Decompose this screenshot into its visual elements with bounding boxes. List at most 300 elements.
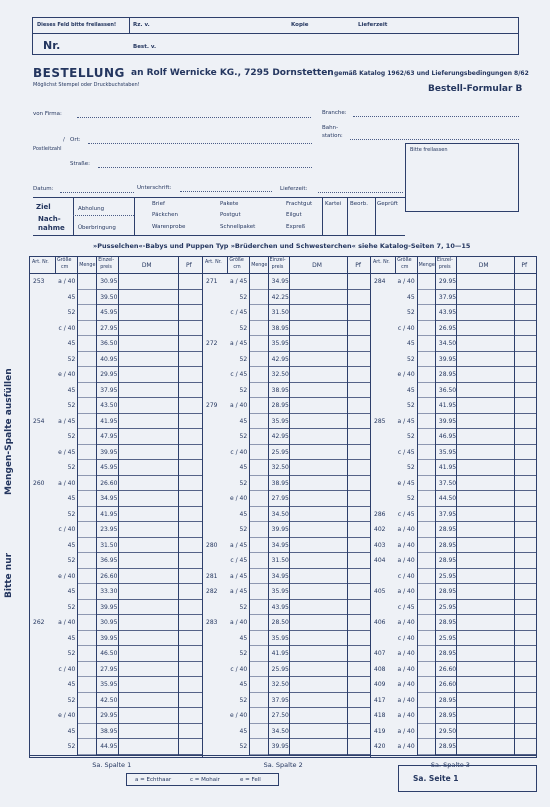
dm-amount-cell[interactable] [289, 615, 348, 631]
pf-amount-cell[interactable] [347, 522, 371, 538]
pf-amount-cell[interactable] [514, 631, 537, 647]
eilgut-option[interactable]: Eilgut [286, 212, 302, 218]
pf-amount-cell[interactable] [347, 724, 371, 740]
pf-amount-cell[interactable] [178, 383, 202, 399]
pf-amount-cell[interactable] [514, 367, 537, 383]
dm-amount-cell[interactable] [456, 321, 514, 337]
paeckchen-option[interactable]: Päckchen [152, 212, 179, 218]
quantity-input[interactable] [417, 538, 435, 554]
quantity-input[interactable] [249, 538, 267, 554]
dm-amount-cell[interactable] [456, 476, 514, 492]
pf-amount-cell[interactable] [178, 677, 202, 693]
dm-amount-cell[interactable] [289, 662, 348, 678]
dm-amount-cell[interactable] [456, 383, 514, 399]
quantity-input[interactable] [249, 584, 267, 600]
dm-amount-cell[interactable] [118, 584, 178, 600]
dm-amount-cell[interactable] [289, 352, 348, 368]
quantity-input[interactable] [417, 274, 435, 290]
dm-amount-cell[interactable] [456, 646, 514, 662]
quantity-input[interactable] [417, 491, 435, 507]
frachtgut-option[interactable]: Frachtgut [286, 201, 313, 207]
pf-amount-cell[interactable] [514, 662, 537, 678]
quantity-input[interactable] [249, 615, 267, 631]
strasse-field[interactable] [98, 167, 312, 168]
quantity-input[interactable] [417, 367, 435, 383]
quantity-input[interactable] [417, 352, 435, 368]
dm-amount-cell[interactable] [118, 569, 178, 585]
quantity-input[interactable] [249, 352, 267, 368]
dm-amount-cell[interactable] [289, 414, 348, 430]
quantity-input[interactable] [77, 631, 96, 647]
unterschrift-field[interactable] [180, 191, 272, 192]
pf-amount-cell[interactable] [347, 600, 371, 616]
quantity-input[interactable] [77, 615, 96, 631]
pf-amount-cell[interactable] [514, 429, 537, 445]
pf-amount-cell[interactable] [178, 460, 202, 476]
dm-amount-cell[interactable] [118, 491, 178, 507]
branche-field[interactable] [353, 116, 519, 117]
dm-amount-cell[interactable] [456, 569, 514, 585]
dm-amount-cell[interactable] [289, 646, 348, 662]
dm-amount-cell[interactable] [456, 677, 514, 693]
pf-amount-cell[interactable] [347, 383, 371, 399]
quantity-input[interactable] [77, 646, 96, 662]
dm-amount-cell[interactable] [289, 631, 348, 647]
von-firma-field[interactable] [77, 117, 311, 118]
pf-amount-cell[interactable] [514, 538, 537, 554]
dm-amount-cell[interactable] [118, 336, 178, 352]
quantity-input[interactable] [249, 336, 267, 352]
dm-amount-cell[interactable] [456, 491, 514, 507]
quantity-input[interactable] [417, 708, 435, 724]
dm-amount-cell[interactable] [456, 522, 514, 538]
pf-amount-cell[interactable] [347, 631, 371, 647]
quantity-input[interactable] [417, 414, 435, 430]
pf-amount-cell[interactable] [178, 367, 202, 383]
ueberbringung-option[interactable]: Überbringung [78, 225, 116, 231]
pf-amount-cell[interactable] [178, 445, 202, 461]
quantity-input[interactable] [249, 724, 267, 740]
pf-amount-cell[interactable] [514, 321, 537, 337]
pf-amount-cell[interactable] [514, 569, 537, 585]
dm-amount-cell[interactable] [118, 677, 178, 693]
quantity-input[interactable] [417, 445, 435, 461]
quantity-input[interactable] [77, 476, 96, 492]
pf-amount-cell[interactable] [347, 553, 371, 569]
pf-amount-cell[interactable] [347, 507, 371, 523]
pf-amount-cell[interactable] [514, 305, 537, 321]
dm-amount-cell[interactable] [456, 336, 514, 352]
pakete-option[interactable]: Pakete [220, 201, 239, 207]
pf-amount-cell[interactable] [514, 708, 537, 724]
dm-amount-cell[interactable] [289, 290, 348, 306]
bahnstation-field[interactable] [350, 139, 519, 140]
quantity-input[interactable] [417, 460, 435, 476]
pf-amount-cell[interactable] [178, 429, 202, 445]
page-total-box[interactable] [398, 765, 537, 792]
pf-amount-cell[interactable] [178, 739, 202, 755]
dm-amount-cell[interactable] [289, 600, 348, 616]
column-sum-row[interactable] [30, 755, 202, 771]
quantity-input[interactable] [417, 615, 435, 631]
dm-amount-cell[interactable] [456, 662, 514, 678]
pf-amount-cell[interactable] [178, 584, 202, 600]
ort-field[interactable] [88, 143, 312, 144]
pf-amount-cell[interactable] [178, 522, 202, 538]
dm-amount-cell[interactable] [289, 445, 348, 461]
quantity-input[interactable] [249, 445, 267, 461]
dm-amount-cell[interactable] [118, 600, 178, 616]
dm-amount-cell[interactable] [118, 538, 178, 554]
quantity-input[interactable] [417, 522, 435, 538]
dm-amount-cell[interactable] [289, 522, 348, 538]
pf-amount-cell[interactable] [514, 693, 537, 709]
pf-amount-cell[interactable] [178, 724, 202, 740]
dm-amount-cell[interactable] [289, 584, 348, 600]
quantity-input[interactable] [417, 662, 435, 678]
pf-amount-cell[interactable] [347, 460, 371, 476]
brief-option[interactable]: Brief [152, 201, 165, 207]
pf-amount-cell[interactable] [514, 739, 537, 755]
dm-amount-cell[interactable] [118, 631, 178, 647]
quantity-input[interactable] [249, 739, 267, 755]
quantity-input[interactable] [77, 460, 96, 476]
pf-amount-cell[interactable] [347, 429, 371, 445]
pf-amount-cell[interactable] [347, 414, 371, 430]
dm-amount-cell[interactable] [289, 553, 348, 569]
pf-amount-cell[interactable] [514, 491, 537, 507]
quantity-input[interactable] [417, 553, 435, 569]
pf-amount-cell[interactable] [514, 352, 537, 368]
dm-amount-cell[interactable] [456, 398, 514, 414]
dm-amount-cell[interactable] [118, 445, 178, 461]
pf-amount-cell[interactable] [178, 646, 202, 662]
column-sum-row[interactable] [203, 755, 371, 771]
quantity-input[interactable] [77, 398, 96, 414]
quantity-input[interactable] [417, 507, 435, 523]
pf-amount-cell[interactable] [514, 522, 537, 538]
dm-amount-cell[interactable] [289, 569, 348, 585]
dm-amount-cell[interactable] [456, 429, 514, 445]
quantity-input[interactable] [249, 383, 267, 399]
quantity-input[interactable] [249, 476, 267, 492]
dm-amount-cell[interactable] [289, 274, 348, 290]
quantity-input[interactable] [249, 553, 267, 569]
quantity-input[interactable] [417, 739, 435, 755]
pf-amount-cell[interactable] [178, 569, 202, 585]
pf-amount-cell[interactable] [514, 553, 537, 569]
quantity-input[interactable] [249, 662, 267, 678]
pf-amount-cell[interactable] [347, 352, 371, 368]
dm-amount-cell[interactable] [118, 724, 178, 740]
pf-amount-cell[interactable] [347, 305, 371, 321]
pf-amount-cell[interactable] [347, 491, 371, 507]
quantity-input[interactable] [417, 398, 435, 414]
quantity-input[interactable] [417, 321, 435, 337]
pf-amount-cell[interactable] [347, 615, 371, 631]
quantity-input[interactable] [77, 739, 96, 755]
pf-amount-cell[interactable] [178, 615, 202, 631]
quantity-input[interactable] [417, 646, 435, 662]
dm-amount-cell[interactable] [118, 383, 178, 399]
quantity-input[interactable] [417, 584, 435, 600]
pf-amount-cell[interactable] [514, 615, 537, 631]
quantity-input[interactable] [417, 693, 435, 709]
dm-amount-cell[interactable] [118, 367, 178, 383]
quantity-input[interactable] [77, 724, 96, 740]
quantity-input[interactable] [77, 352, 96, 368]
quantity-input[interactable] [249, 290, 267, 306]
pf-amount-cell[interactable] [178, 507, 202, 523]
quantity-input[interactable] [249, 569, 267, 585]
quantity-input[interactable] [249, 522, 267, 538]
quantity-input[interactable] [417, 476, 435, 492]
quantity-input[interactable] [249, 600, 267, 616]
quantity-input[interactable] [417, 429, 435, 445]
dm-amount-cell[interactable] [118, 646, 178, 662]
quantity-input[interactable] [77, 708, 96, 724]
quantity-input[interactable] [77, 677, 96, 693]
quantity-input[interactable] [249, 367, 267, 383]
dm-amount-cell[interactable] [118, 708, 178, 724]
quantity-input[interactable] [249, 631, 267, 647]
dm-amount-cell[interactable] [289, 383, 348, 399]
dm-amount-cell[interactable] [456, 708, 514, 724]
dm-amount-cell[interactable] [118, 522, 178, 538]
quantity-input[interactable] [249, 460, 267, 476]
pf-amount-cell[interactable] [347, 739, 371, 755]
dm-amount-cell[interactable] [118, 662, 178, 678]
pf-amount-cell[interactable] [514, 460, 537, 476]
quantity-input[interactable] [77, 383, 96, 399]
express-option[interactable]: Expreß [286, 224, 306, 230]
dm-amount-cell[interactable] [118, 460, 178, 476]
dm-amount-cell[interactable] [456, 445, 514, 461]
dm-amount-cell[interactable] [289, 305, 348, 321]
dm-amount-cell[interactable] [456, 538, 514, 554]
pf-amount-cell[interactable] [347, 290, 371, 306]
quantity-input[interactable] [249, 507, 267, 523]
pf-amount-cell[interactable] [514, 677, 537, 693]
dm-amount-cell[interactable] [456, 367, 514, 383]
pf-amount-cell[interactable] [514, 414, 537, 430]
dm-amount-cell[interactable] [118, 274, 178, 290]
quantity-input[interactable] [249, 305, 267, 321]
quantity-input[interactable] [77, 600, 96, 616]
pf-amount-cell[interactable] [347, 398, 371, 414]
pf-amount-cell[interactable] [178, 321, 202, 337]
dm-amount-cell[interactable] [289, 724, 348, 740]
pf-amount-cell[interactable] [347, 336, 371, 352]
pf-amount-cell[interactable] [178, 290, 202, 306]
quantity-input[interactable] [417, 383, 435, 399]
dm-amount-cell[interactable] [289, 321, 348, 337]
quantity-input[interactable] [249, 708, 267, 724]
quantity-input[interactable] [77, 274, 96, 290]
pf-amount-cell[interactable] [178, 600, 202, 616]
dm-amount-cell[interactable] [118, 398, 178, 414]
pf-amount-cell[interactable] [178, 414, 202, 430]
dm-amount-cell[interactable] [118, 553, 178, 569]
quantity-input[interactable] [77, 553, 96, 569]
pf-amount-cell[interactable] [347, 538, 371, 554]
pf-amount-cell[interactable] [514, 476, 537, 492]
pf-amount-cell[interactable] [514, 445, 537, 461]
pf-amount-cell[interactable] [514, 646, 537, 662]
quantity-input[interactable] [77, 305, 96, 321]
schnellpaket-option[interactable]: Schnellpaket [220, 224, 256, 230]
quantity-input[interactable] [249, 491, 267, 507]
pf-amount-cell[interactable] [514, 724, 537, 740]
pf-amount-cell[interactable] [514, 336, 537, 352]
pf-amount-cell[interactable] [178, 708, 202, 724]
quantity-input[interactable] [417, 569, 435, 585]
quantity-input[interactable] [77, 445, 96, 461]
lieferzeit-field[interactable] [318, 192, 403, 193]
pf-amount-cell[interactable] [178, 274, 202, 290]
dm-amount-cell[interactable] [118, 352, 178, 368]
dm-amount-cell[interactable] [456, 414, 514, 430]
quantity-input[interactable] [249, 646, 267, 662]
quantity-input[interactable] [77, 491, 96, 507]
dm-amount-cell[interactable] [456, 507, 514, 523]
quantity-input[interactable] [77, 538, 96, 554]
pf-amount-cell[interactable] [178, 491, 202, 507]
dm-amount-cell[interactable] [118, 693, 178, 709]
pf-amount-cell[interactable] [178, 693, 202, 709]
pf-amount-cell[interactable] [514, 584, 537, 600]
pf-amount-cell[interactable] [178, 336, 202, 352]
quantity-input[interactable] [417, 290, 435, 306]
dm-amount-cell[interactable] [456, 600, 514, 616]
dm-amount-cell[interactable] [289, 739, 348, 755]
quantity-input[interactable] [417, 724, 435, 740]
quantity-input[interactable] [77, 336, 96, 352]
pf-amount-cell[interactable] [347, 569, 371, 585]
quantity-input[interactable] [77, 522, 96, 538]
quantity-input[interactable] [249, 274, 267, 290]
dm-amount-cell[interactable] [289, 367, 348, 383]
quantity-input[interactable] [77, 429, 96, 445]
quantity-input[interactable] [77, 662, 96, 678]
pf-amount-cell[interactable] [514, 600, 537, 616]
dm-amount-cell[interactable] [289, 507, 348, 523]
dm-amount-cell[interactable] [456, 693, 514, 709]
quantity-input[interactable] [77, 321, 96, 337]
quantity-input[interactable] [77, 569, 96, 585]
dm-amount-cell[interactable] [456, 305, 514, 321]
pf-amount-cell[interactable] [178, 553, 202, 569]
dm-amount-cell[interactable] [456, 724, 514, 740]
pf-amount-cell[interactable] [178, 305, 202, 321]
pf-amount-cell[interactable] [514, 383, 537, 399]
dm-amount-cell[interactable] [118, 615, 178, 631]
pf-amount-cell[interactable] [347, 445, 371, 461]
warenprobe-option[interactable]: Warenprobe [152, 224, 186, 230]
dm-amount-cell[interactable] [118, 739, 178, 755]
dm-amount-cell[interactable] [289, 398, 348, 414]
dm-amount-cell[interactable] [456, 274, 514, 290]
dm-amount-cell[interactable] [456, 290, 514, 306]
dm-amount-cell[interactable] [289, 538, 348, 554]
dm-amount-cell[interactable] [118, 429, 178, 445]
dm-amount-cell[interactable] [456, 631, 514, 647]
dm-amount-cell[interactable] [118, 321, 178, 337]
pf-amount-cell[interactable] [178, 631, 202, 647]
quantity-input[interactable] [77, 507, 96, 523]
quantity-input[interactable] [249, 321, 267, 337]
quantity-input[interactable] [249, 429, 267, 445]
dm-amount-cell[interactable] [456, 739, 514, 755]
dm-amount-cell[interactable] [456, 615, 514, 631]
dm-amount-cell[interactable] [289, 460, 348, 476]
quantity-input[interactable] [249, 677, 267, 693]
dm-amount-cell[interactable] [289, 708, 348, 724]
pf-amount-cell[interactable] [178, 538, 202, 554]
pf-amount-cell[interactable] [347, 662, 371, 678]
dm-amount-cell[interactable] [456, 352, 514, 368]
abholung-option[interactable]: Abholung [78, 206, 105, 212]
quantity-input[interactable] [417, 336, 435, 352]
datum-field[interactable] [60, 192, 134, 193]
pf-amount-cell[interactable] [514, 398, 537, 414]
dm-amount-cell[interactable] [118, 476, 178, 492]
quantity-input[interactable] [77, 693, 96, 709]
pf-amount-cell[interactable] [178, 476, 202, 492]
dm-amount-cell[interactable] [289, 336, 348, 352]
pf-amount-cell[interactable] [178, 352, 202, 368]
pf-amount-cell[interactable] [347, 584, 371, 600]
dm-amount-cell[interactable] [456, 460, 514, 476]
dm-amount-cell[interactable] [289, 429, 348, 445]
pf-amount-cell[interactable] [347, 693, 371, 709]
postgut-option[interactable]: Postgut [220, 212, 241, 218]
pf-amount-cell[interactable] [347, 321, 371, 337]
pf-amount-cell[interactable] [347, 708, 371, 724]
dm-amount-cell[interactable] [289, 693, 348, 709]
quantity-input[interactable] [249, 398, 267, 414]
pf-amount-cell[interactable] [347, 274, 371, 290]
pf-amount-cell[interactable] [514, 507, 537, 523]
quantity-input[interactable] [77, 367, 96, 383]
quantity-input[interactable] [417, 305, 435, 321]
pf-amount-cell[interactable] [514, 274, 537, 290]
pf-amount-cell[interactable] [178, 662, 202, 678]
quantity-input[interactable] [417, 631, 435, 647]
pf-amount-cell[interactable] [347, 646, 371, 662]
pf-amount-cell[interactable] [514, 290, 537, 306]
quantity-input[interactable] [417, 600, 435, 616]
dm-amount-cell[interactable] [289, 677, 348, 693]
dm-amount-cell[interactable] [118, 414, 178, 430]
dm-amount-cell[interactable] [118, 305, 178, 321]
pf-amount-cell[interactable] [347, 677, 371, 693]
quantity-input[interactable] [77, 414, 96, 430]
pf-amount-cell[interactable] [347, 476, 371, 492]
dm-amount-cell[interactable] [118, 507, 178, 523]
quantity-input[interactable] [77, 290, 96, 306]
quantity-input[interactable] [77, 584, 96, 600]
dm-amount-cell[interactable] [456, 584, 514, 600]
dm-amount-cell[interactable] [456, 553, 514, 569]
dm-amount-cell[interactable] [118, 290, 178, 306]
pf-amount-cell[interactable] [347, 367, 371, 383]
quantity-input[interactable] [249, 414, 267, 430]
dm-amount-cell[interactable] [289, 491, 348, 507]
quantity-input[interactable] [417, 677, 435, 693]
quantity-input[interactable] [249, 693, 267, 709]
pf-amount-cell[interactable] [178, 398, 202, 414]
